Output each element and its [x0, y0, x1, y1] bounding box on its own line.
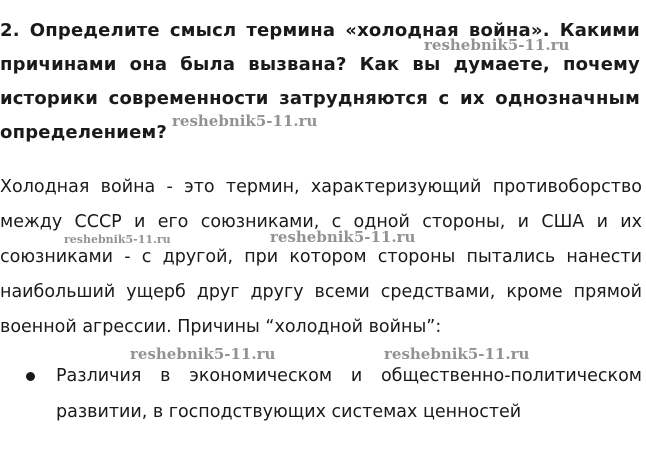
- list-item-text: Различия в экономическом и общественно-политическом развитии, в господствующих системах ценностей: [56, 366, 642, 422]
- watermark: reshebnik5-11.ru: [64, 233, 171, 246]
- watermark: reshebnik5-11.ru: [270, 228, 416, 246]
- watermark: reshebnik5-11.ru: [384, 345, 530, 363]
- bullet-icon: [26, 372, 35, 381]
- answer-paragraph: Холодная война - это термин, характеризующий противоборство между СССР и его союзниками, с одной стороны, и США и их союзниками - с другой, при котором стороны пытались нанести наибольший ущерб друг другу всеми средствами, кроме прямой военной агрессии. Причины “холодной войны”:: [0, 177, 642, 337]
- watermark: reshebnik5-11.ru: [130, 345, 276, 363]
- watermark: reshebnik5-11.ru: [172, 112, 318, 130]
- question-text: 2. Определите смысл термина «холодная война». Какими причинами она была вызвана? Как вы думаете, почему историки современности затрудняются с их однозначным определением?: [0, 20, 640, 143]
- list-item: [0, 358, 642, 430]
- watermark: reshebnik5-11.ru: [424, 36, 570, 54]
- causes-list: [0, 358, 642, 430]
